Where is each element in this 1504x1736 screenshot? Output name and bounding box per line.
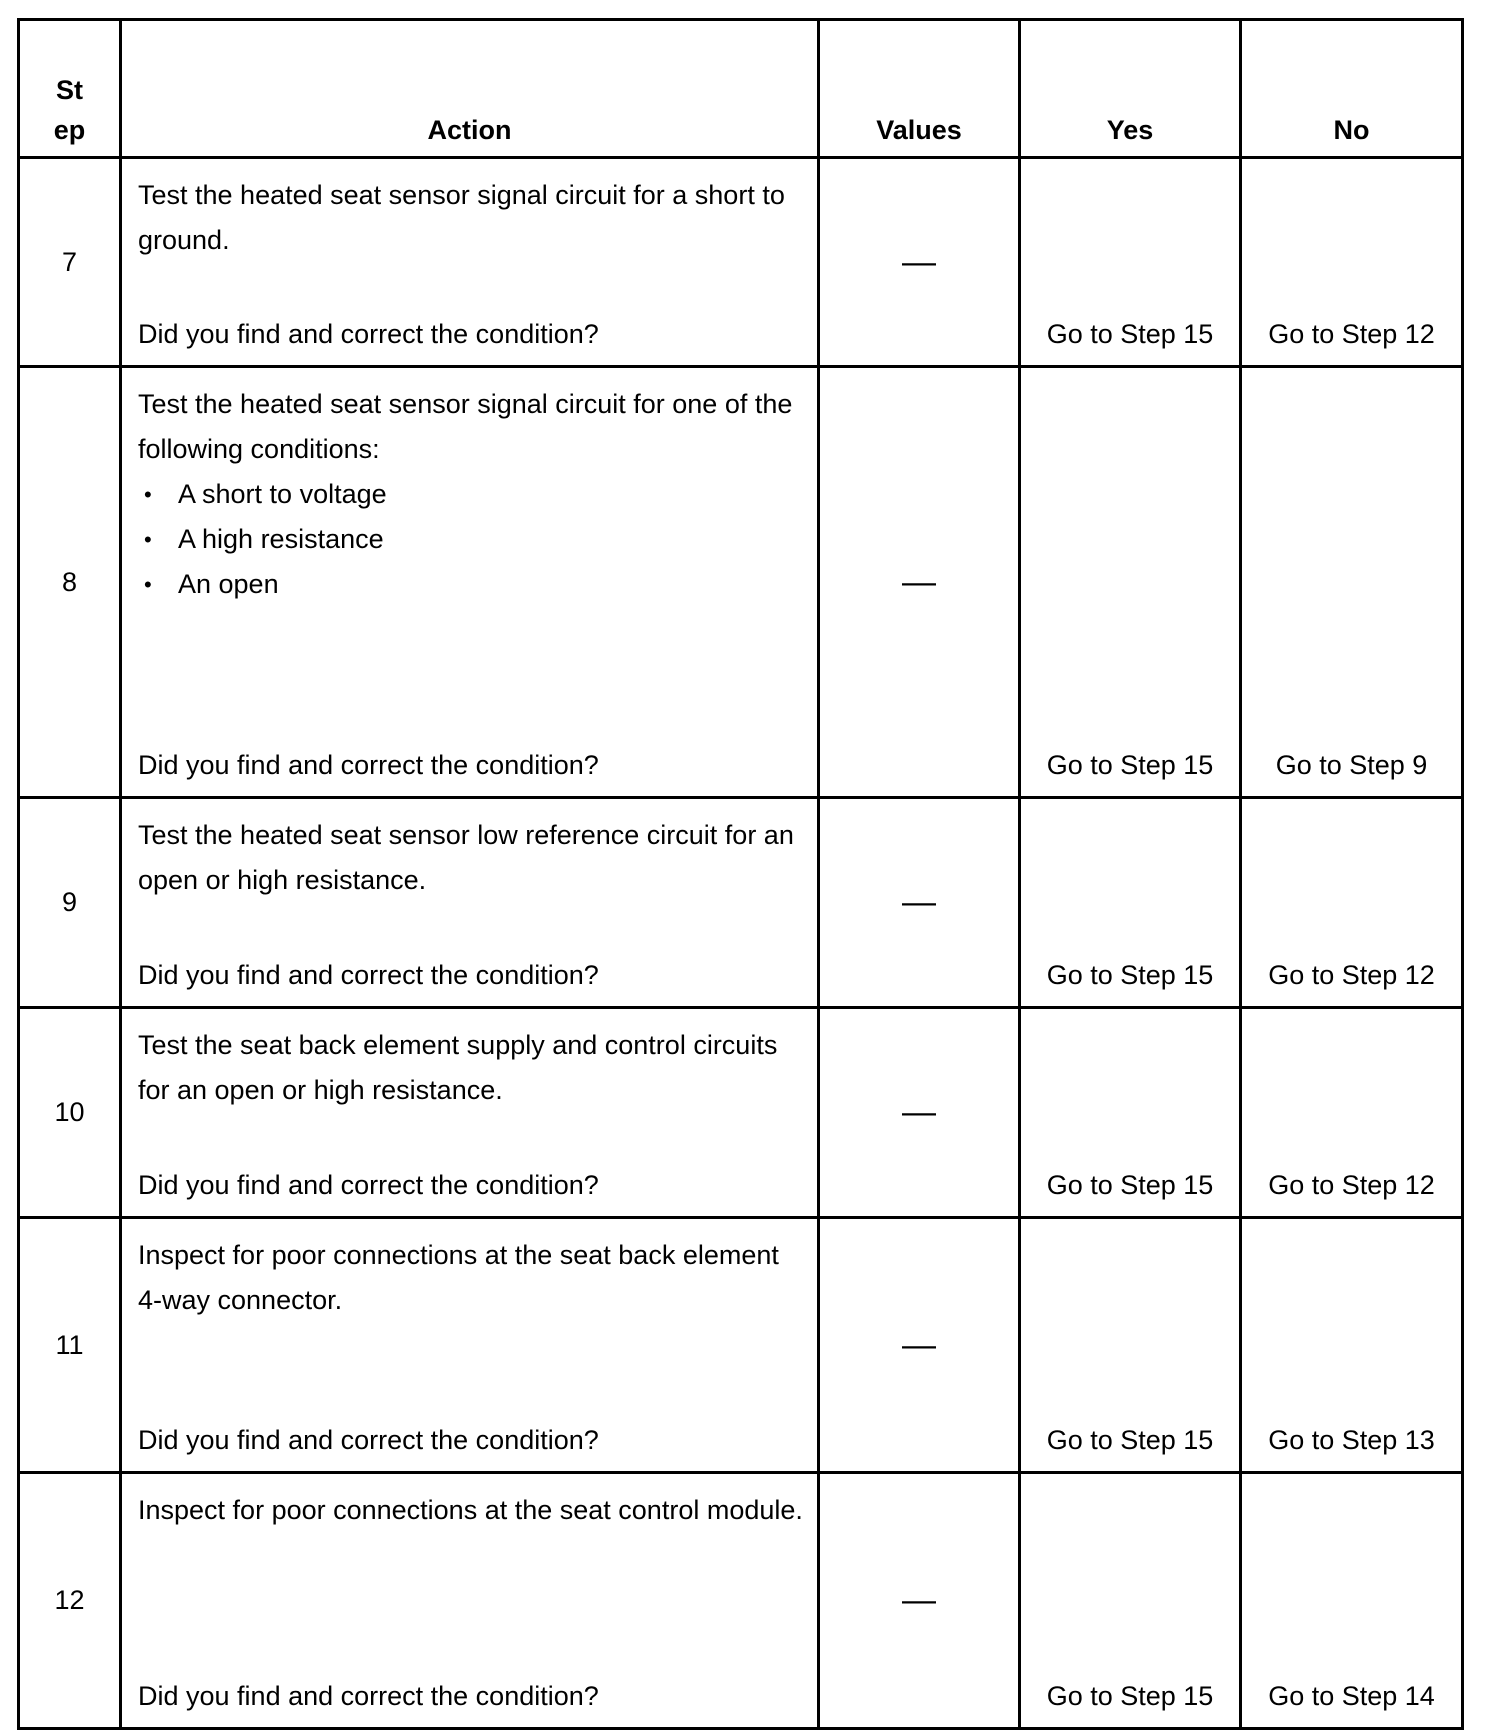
- yes-cell: [1020, 1008, 1241, 1218]
- table-row: [19, 1218, 1463, 1473]
- values-cell: —: [819, 367, 1020, 798]
- no-cell: [1241, 798, 1463, 1008]
- no-cell: [1241, 1008, 1463, 1218]
- action-cell: [121, 798, 819, 1008]
- step-number: 8: [19, 367, 121, 798]
- action-text: Inspect for poor connections at the seat control module.: [138, 1495, 803, 1525]
- step-number: 10: [19, 1008, 121, 1218]
- action-text: Inspect for poor connections at the seat back element 4-way connector.: [138, 1240, 779, 1315]
- action-question: Did you find and correct the condition?: [138, 1681, 599, 1711]
- header-values: Values: [819, 20, 1020, 158]
- values-cell: —: [819, 798, 1020, 1008]
- action-top: [138, 1488, 807, 1533]
- yes-target: Go to Step 15: [1046, 1681, 1214, 1711]
- action-cell: [121, 367, 819, 798]
- action-question: Did you find and correct the condition?: [138, 1170, 599, 1200]
- action-content: [122, 159, 817, 365]
- action-text: Test the seat back element supply and control circuits for an open or high resistance.: [138, 1030, 778, 1105]
- action-text: Test the heated seat sensor signal circuit for a short to ground.: [138, 180, 785, 255]
- yes-target: Go to Step 15: [1046, 960, 1214, 990]
- action-cell: [121, 158, 819, 367]
- no-target: Go to Step 9: [1275, 750, 1428, 780]
- yes-cell: [1020, 158, 1241, 367]
- values-cell: —: [819, 1473, 1020, 1729]
- action-content: [122, 368, 817, 796]
- action-cell: [121, 1008, 819, 1218]
- yes-cell: [1020, 798, 1241, 1008]
- list-item: • A high resistance: [138, 517, 807, 562]
- action-question: Did you find and correct the condition?: [138, 1425, 599, 1455]
- action-content: [122, 1009, 817, 1216]
- action-content: [122, 1474, 817, 1727]
- action-cell: [121, 1473, 819, 1729]
- no-cell: [1241, 1218, 1463, 1473]
- list-item: • A short to voltage: [138, 472, 807, 517]
- values-cell: —: [819, 1218, 1020, 1473]
- table-row: [19, 798, 1463, 1008]
- step-number: 12: [19, 1473, 121, 1729]
- header-action: Action: [121, 20, 819, 158]
- yes-target: Go to Step 15: [1046, 1425, 1214, 1455]
- no-target: Go to Step 13: [1268, 1425, 1435, 1455]
- action-top: [138, 173, 807, 263]
- no-target: Go to Step 12: [1268, 319, 1435, 349]
- action-top: [138, 1023, 807, 1113]
- header-yes: Yes: [1020, 20, 1241, 158]
- header-step: St ep: [19, 20, 121, 158]
- table-row: [19, 367, 1463, 798]
- no-cell: [1241, 367, 1463, 798]
- action-text: Test the heated seat sensor signal circuit for one of the following conditions:: [138, 389, 793, 464]
- step-number: 7: [19, 158, 121, 367]
- condition-list: [138, 472, 807, 607]
- yes-cell: [1020, 1218, 1241, 1473]
- yes-target: Go to Step 15: [1046, 1170, 1214, 1200]
- values-cell: —: [819, 158, 1020, 367]
- step-number: 9: [19, 798, 121, 1008]
- action-question: Did you find and correct the condition?: [138, 960, 599, 990]
- no-target: Go to Step 12: [1268, 1170, 1435, 1200]
- action-top: [138, 382, 807, 607]
- yes-target: Go to Step 15: [1046, 319, 1214, 349]
- no-target: Go to Step 12: [1268, 960, 1435, 990]
- action-top: [138, 813, 807, 903]
- header-row: [19, 20, 1463, 158]
- list-item: • An open: [138, 562, 807, 607]
- header-no: No: [1241, 20, 1463, 158]
- diagnostic-table: [17, 18, 1464, 1730]
- action-content: [122, 1219, 817, 1471]
- yes-target: Go to Step 15: [1046, 750, 1214, 780]
- no-cell: [1241, 1473, 1463, 1729]
- step-number: 11: [19, 1218, 121, 1473]
- yes-cell: [1020, 1473, 1241, 1729]
- action-top: [138, 1233, 807, 1323]
- action-content: [122, 799, 817, 1006]
- no-target: Go to Step 14: [1268, 1681, 1435, 1711]
- action-text: Test the heated seat sensor low reference circuit for an open or high resistance.: [138, 820, 794, 895]
- action-cell: [121, 1218, 819, 1473]
- action-question: Did you find and correct the condition?: [138, 319, 599, 349]
- values-cell: —: [819, 1008, 1020, 1218]
- table-row: [19, 158, 1463, 367]
- action-question: Did you find and correct the condition?: [138, 750, 599, 780]
- no-cell: [1241, 158, 1463, 367]
- table-row: [19, 1473, 1463, 1729]
- yes-cell: [1020, 367, 1241, 798]
- table-row: [19, 1008, 1463, 1218]
